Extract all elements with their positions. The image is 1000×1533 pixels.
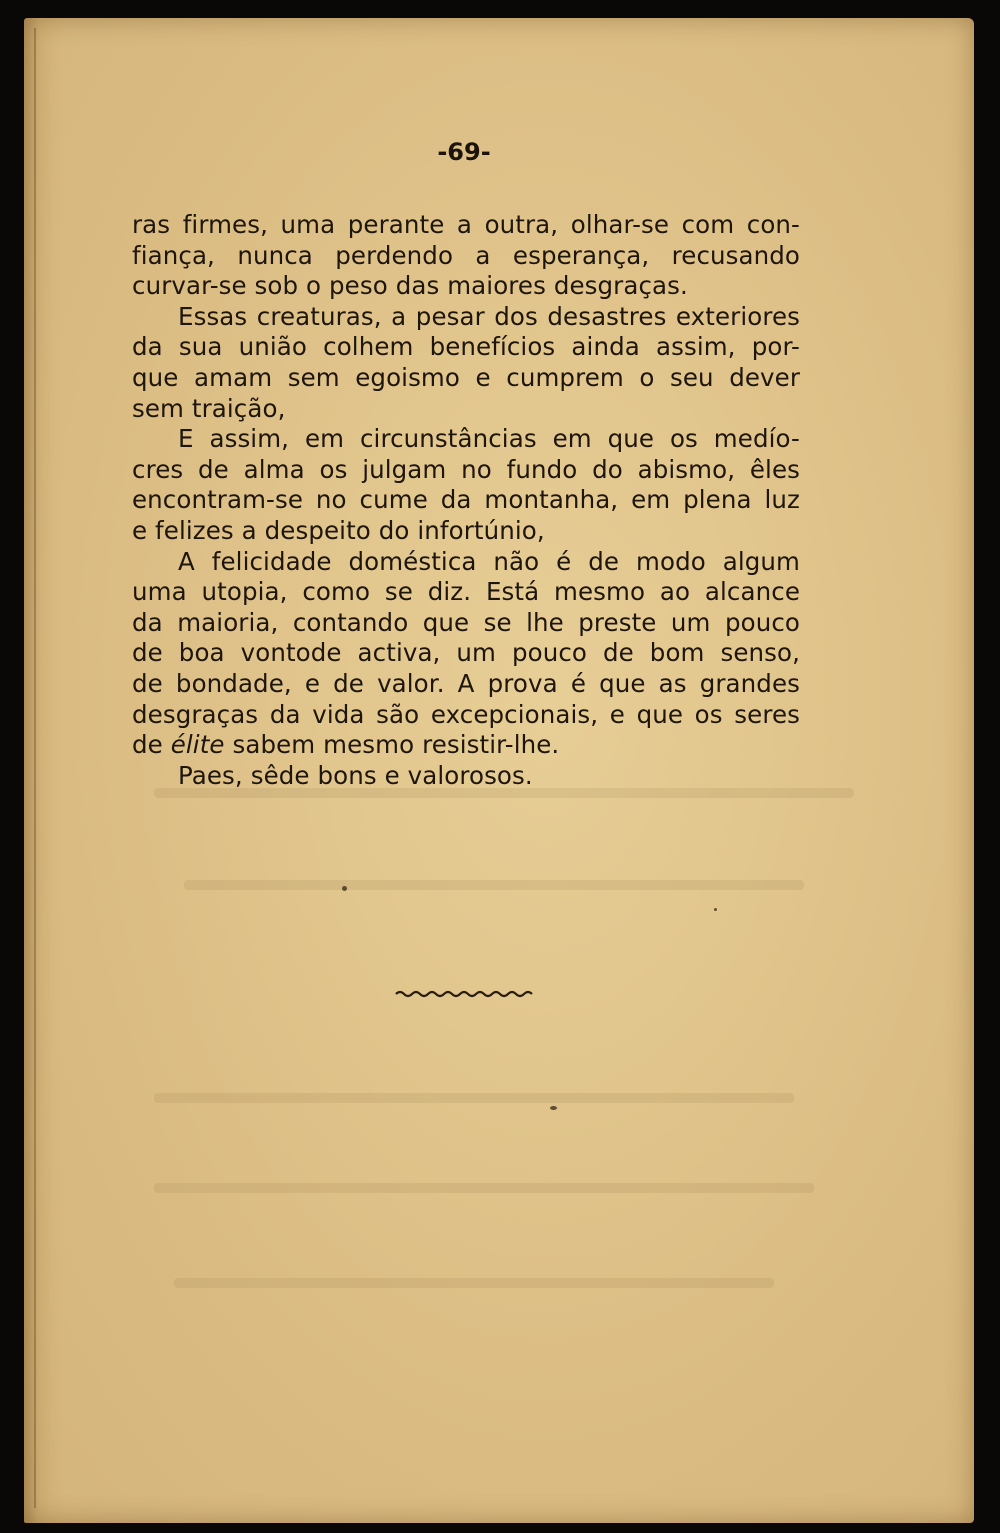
text-line: curvar-se sob o peso das maiores desgraças. <box>132 271 688 301</box>
text-line: encontram-se no cume da montanha, em plena luz <box>132 485 800 515</box>
text-line: Paes, sêde bons e valorosos. <box>178 760 533 790</box>
page-number: -69- <box>437 138 491 166</box>
text-line: sem traição, <box>132 393 286 423</box>
paper-speck <box>550 1106 557 1110</box>
text-line: ras firmes, uma perante a outra, olhar-se com con- <box>132 210 800 239</box>
book-page <box>24 18 974 1523</box>
bleed-through-mark <box>154 1093 794 1103</box>
text-line: A felicidade doméstica não é de modo algum <box>178 546 800 576</box>
text-line: uma utopia, como se diz. Está mesmo ao alcance <box>132 577 800 607</box>
bleed-through-mark <box>154 1183 814 1193</box>
spine-shadow <box>34 28 36 1508</box>
text-line: E assim, em circunstâncias em que os medío- <box>178 424 800 454</box>
text-line: cres de alma os julgam no fundo do abismo, êles <box>132 454 800 484</box>
text-line: e felizes a despeito do infortúnio, <box>132 515 545 545</box>
paper-speck <box>342 886 347 891</box>
text-fragment: sabem mesmo resistir-lhe. <box>224 730 560 760</box>
text-line: Essas creaturas, a pesar dos desastres exteriores <box>178 301 800 331</box>
text-line: que amam sem egoismo e cumprem o seu dever <box>132 362 800 392</box>
italic-word: élite <box>170 730 225 760</box>
text-line: da maioria, contando que se lhe preste um pouco <box>132 607 800 637</box>
text-line: fiança, nunca perdendo a esperança, recusando <box>132 240 800 270</box>
paper-speck <box>714 908 717 911</box>
text-line: desgraças da vida são excepcionais, e que os seres <box>132 699 800 729</box>
bleed-through-mark <box>174 1278 774 1288</box>
bleed-through-mark <box>184 880 804 890</box>
text-fragment: de <box>132 730 171 760</box>
text-line: da sua união colhem benefícios ainda assim, por- <box>132 332 800 362</box>
wavy-ornament <box>394 986 536 1002</box>
text-line: de boa vontode activa, um pouco de bom senso, <box>132 638 800 668</box>
body-text <box>132 210 800 791</box>
text-line <box>132 730 800 761</box>
text-line: de bondade, e de valor. A prova é que as grandes <box>132 668 800 698</box>
